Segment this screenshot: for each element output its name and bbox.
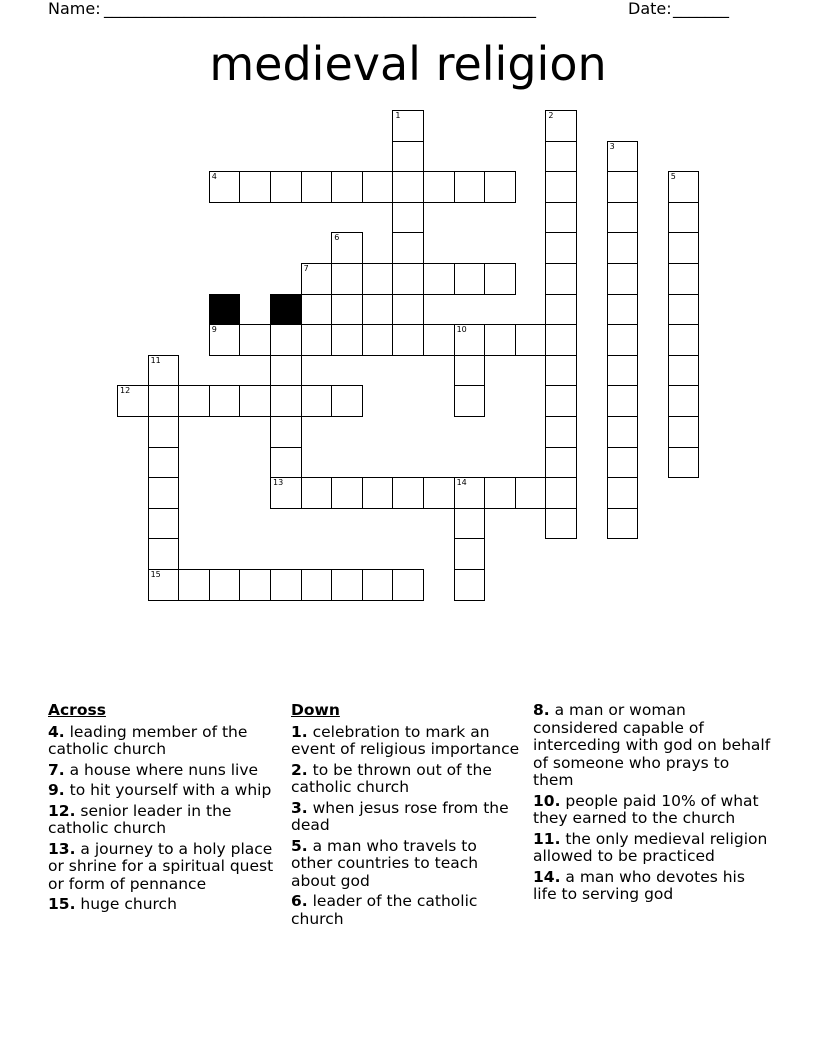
grid-cell[interactable] [301,263,333,295]
grid-cell[interactable] [392,232,424,264]
grid-cell[interactable] [668,232,700,264]
clue-text: when jesus rose from the dead [291,798,509,834]
grid-cell[interactable] [545,385,577,417]
name-date-header [48,0,768,22]
clue-num: 6. [291,892,308,910]
grid-cell[interactable] [668,263,700,295]
grid-cell[interactable] [484,171,516,203]
grid-cell[interactable] [392,569,424,601]
clue-number: 4 [211,172,217,182]
clue-number: 3 [609,141,615,151]
grid-cell[interactable] [239,569,271,601]
grid-cell[interactable] [209,385,241,417]
clue-text: a man or woman considered capable of interceding with god on behalf of someone who prays to them [533,701,771,789]
grid-cell[interactable] [423,477,455,509]
clue-text: a house where nuns live [69,760,259,779]
clue-item [291,838,523,891]
grid-cell[interactable] [148,538,180,570]
grid-cell[interactable] [362,477,394,509]
name-label: Name: [48,0,101,18]
grid-cell[interactable] [607,355,639,387]
grid-cell[interactable] [545,508,577,540]
grid-cell[interactable] [148,508,180,540]
grid-cell[interactable] [668,385,700,417]
clue-text: to be thrown out of the catholic church [291,760,492,796]
grid-cell[interactable] [545,447,577,479]
grid-cell[interactable] [392,171,424,203]
clue-text: a journey to a holy place or shrine for a spiritual quest or form of pennance [48,839,274,893]
clue-num: 3. [291,798,308,817]
grid-cell[interactable] [331,324,363,356]
grid-cell[interactable] [545,416,577,448]
grid-cell[interactable] [392,202,424,234]
grid-cell[interactable] [545,110,577,142]
grid-cell[interactable] [209,324,241,356]
grid-cell[interactable] [331,569,363,601]
grid-cell[interactable] [454,324,486,356]
grid-cell[interactable] [362,263,394,295]
grid-cell[interactable] [454,385,486,417]
grid-cell[interactable] [331,477,363,509]
grid-cell[interactable] [270,569,302,601]
name-field[interactable]: ______________________________________________________ [104,0,536,18]
grid-cell[interactable] [423,263,455,295]
grid-cell[interactable] [362,569,394,601]
clue-item [533,702,773,790]
grid-cell[interactable] [668,294,700,326]
clue-item [533,869,773,904]
grid-cell[interactable] [148,447,180,479]
grid-cell[interactable] [331,171,363,203]
grid-cell[interactable] [117,385,149,417]
grid-cell[interactable] [392,141,424,173]
clue-num: 4. [48,722,65,741]
grid-cell[interactable] [392,324,424,356]
grid-cell[interactable] [270,416,302,448]
clue-text: leading member of the catholic church [48,722,248,758]
grid-cell[interactable] [209,171,241,203]
grid-cell[interactable] [607,385,639,417]
grid-cell[interactable] [270,477,302,509]
clue-num: 13. [48,839,76,858]
down-clues [291,702,523,931]
grid-cell[interactable] [148,355,180,387]
grid-cell[interactable] [668,171,700,203]
grid-cell[interactable] [178,385,210,417]
clue-text: huge church [80,895,177,913]
clue-text: a man who devotes his life to serving god [533,867,745,903]
grid-cell[interactable] [331,263,363,295]
grid-cell[interactable] [270,324,302,356]
clue-num: 8. [533,701,550,719]
grid-cell[interactable] [454,263,486,295]
clue-num: 10. [533,791,561,810]
clue-number: 15 [150,570,161,579]
clue-item [291,800,523,835]
grid-cell[interactable] [454,508,486,540]
clue-number: 11 [150,355,161,365]
grid-cell[interactable] [545,324,577,356]
grid-cell[interactable] [607,232,639,264]
grid-cell[interactable] [239,385,271,417]
clue-number: 2 [548,111,554,120]
grid-cell[interactable] [270,355,302,387]
clue-number: 5 [670,172,676,182]
clue-number: 14 [456,478,467,488]
grid-cell[interactable] [484,263,516,295]
clue-num: 5. [291,836,308,855]
clue-num: 12. [48,801,76,820]
clue-item [291,893,523,928]
grid-cell[interactable] [607,477,639,509]
clue-item [48,762,284,780]
clue-item [533,831,773,866]
grid-cell[interactable] [423,324,455,356]
grid-cell[interactable] [545,263,577,295]
grid-cell[interactable] [423,171,455,203]
clue-text: leader of the catholic church [291,892,478,928]
clue-num: 15. [48,895,76,913]
grid-cell[interactable] [668,447,700,479]
clue-item [48,724,284,759]
down-clues-continued [533,702,773,907]
grid-cell[interactable] [454,355,486,387]
down-heading: Down [291,701,340,719]
grid-cell[interactable] [331,294,363,326]
grid-cell[interactable] [392,263,424,295]
grid-cell[interactable] [545,171,577,203]
grid-cell[interactable] [607,416,639,448]
grid-cell[interactable] [545,355,577,387]
clue-number: 10 [456,325,467,335]
grid-cell[interactable] [331,385,363,417]
grid-cell[interactable] [607,294,639,326]
clue-number: 12 [120,386,131,396]
clue-text: people paid 10% of what they earned to the church [533,791,759,827]
clue-text: senior leader in the catholic church [48,801,232,837]
grid-cell[interactable] [301,385,333,417]
grid-cell[interactable] [270,447,302,479]
grid-cell[interactable] [607,447,639,479]
grid-cell[interactable] [362,171,394,203]
clue-num: 2. [291,760,308,779]
grid-cell[interactable] [607,263,639,295]
grid-cell[interactable] [668,202,700,234]
clue-item [533,793,773,828]
grid-cell[interactable] [209,569,241,601]
clue-number: 1 [395,111,401,120]
across-heading: Across [48,701,106,719]
clue-number: 6 [334,233,340,243]
date-field[interactable]: _______ [673,0,729,18]
grid-cell[interactable] [545,141,577,173]
clue-number: 7 [303,264,309,273]
grid-cell[interactable] [301,171,333,203]
clue-num: 1. [291,722,308,741]
clue-num: 14. [533,867,561,886]
clue-item [291,724,523,759]
clue-item [48,841,284,894]
grid-cell[interactable] [454,171,486,203]
grid-cell[interactable] [668,355,700,387]
grid-cell[interactable] [454,538,486,570]
grid-cell[interactable] [239,171,271,203]
clue-text: celebration to mark an event of religious importance [291,722,520,758]
grid-cell[interactable] [545,232,577,264]
grid-cell[interactable] [668,324,700,356]
grid-cell[interactable] [362,324,394,356]
grid-cell[interactable] [301,324,333,356]
black-square [209,294,241,326]
clue-item [291,762,523,797]
clue-text: a man who travels to other countries to teach about god [291,836,479,890]
clue-text: to hit yourself with a whip [69,781,272,799]
grid-cell[interactable] [148,416,180,448]
grid-cell[interactable] [392,110,424,142]
grid-cell[interactable] [331,232,363,264]
grid-cell[interactable] [484,324,516,356]
grid-cell[interactable] [148,569,180,601]
grid-cell[interactable] [668,416,700,448]
grid-cell[interactable] [148,385,180,417]
grid-cell[interactable] [607,324,639,356]
clue-num: 7. [48,760,65,779]
clue-num: 9. [48,781,65,799]
grid-cell[interactable] [392,477,424,509]
clue-text: the only medieval religion allowed to be practiced [533,829,768,865]
grid-cell[interactable] [607,508,639,540]
grid-cell[interactable] [454,477,486,509]
clue-number: 8 [273,294,279,304]
clue-item [48,803,284,838]
grid-cell[interactable] [270,171,302,203]
grid-cell[interactable] [545,477,577,509]
clue-item [48,782,284,800]
across-clues [48,702,284,917]
grid-cell[interactable] [484,477,516,509]
date-label: Date: [628,0,672,18]
grid-cell[interactable] [301,477,333,509]
grid-cell[interactable] [545,294,577,326]
grid-cell[interactable] [148,477,180,509]
grid-cell[interactable] [301,569,333,601]
page-title: medieval religion [209,37,607,91]
grid-cell[interactable] [607,202,639,234]
grid-cell[interactable] [178,569,210,601]
grid-cell[interactable] [454,569,486,601]
clue-number: 13 [273,478,284,488]
clue-num: 11. [533,829,561,848]
grid-cell[interactable] [515,324,547,356]
grid-cell[interactable] [545,202,577,234]
grid-cell[interactable] [392,294,424,326]
black-square [270,294,302,326]
clue-number: 9 [211,325,217,335]
grid-cell[interactable] [607,171,639,203]
grid-cell[interactable] [515,477,547,509]
grid-cell[interactable] [239,324,271,356]
clue-item [48,896,284,914]
grid-cell[interactable] [607,141,639,173]
grid-cell[interactable] [270,385,302,417]
